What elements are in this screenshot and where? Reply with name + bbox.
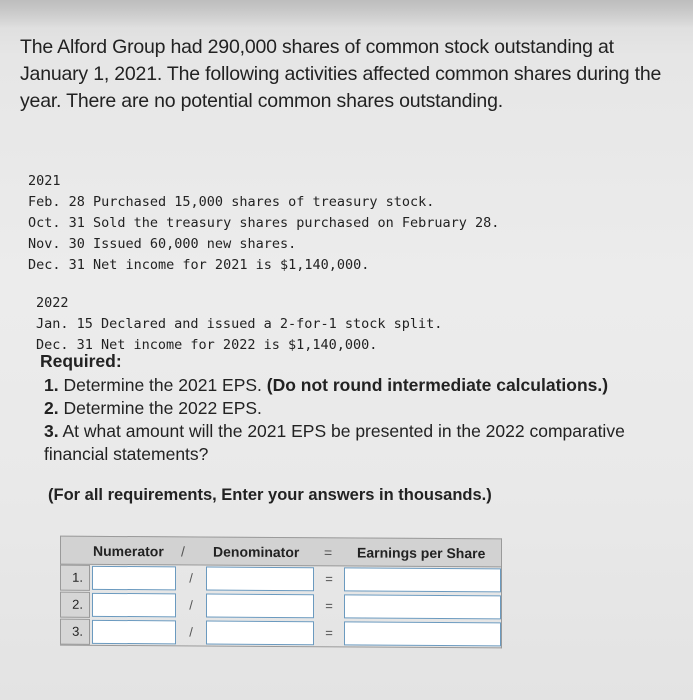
row-label: 1.	[60, 565, 90, 591]
numerator-input[interactable]	[92, 620, 176, 645]
eps-input[interactable]	[344, 594, 501, 619]
eps-input[interactable]	[344, 621, 501, 646]
requirement-text: At what amount will the 2021 EPS be presented in the 2022 comparative financial statements?	[44, 421, 625, 464]
requirement-number: 3.	[44, 421, 59, 441]
row-label: 2.	[60, 592, 90, 618]
equals-sign: =	[325, 571, 333, 587]
table-right-border	[501, 538, 502, 648]
table-row	[60, 619, 502, 648]
requirement-2	[40, 397, 685, 420]
requirement-3	[40, 420, 674, 466]
eps-answer-table	[60, 536, 502, 651]
requirement-number: 2.	[44, 398, 59, 418]
year-2021-label: 2021	[28, 173, 61, 189]
denominator-input[interactable]	[206, 567, 314, 592]
numerator-input[interactable]	[92, 593, 176, 618]
divide-sign: /	[189, 570, 193, 586]
requirement-1	[40, 374, 685, 397]
header-equals-sign: =	[324, 544, 333, 561]
requirement-text: Determine the 2021 EPS.	[58, 375, 267, 395]
activity-line: Jan. 15 Declared and issued a 2-for-1 stock split.	[36, 316, 443, 332]
requirement-text: Determine the 2022 EPS.	[58, 398, 262, 418]
activity-line: Feb. 28 Purchased 15,000 shares of treasury stock.	[28, 194, 435, 210]
table-header	[60, 536, 502, 568]
divide-sign: /	[189, 597, 193, 613]
year-2022-label: 2022	[36, 295, 69, 311]
header-numerator: Numerator	[93, 542, 164, 560]
activity-line: Oct. 31 Sold the treasury shares purchased on February 28.	[28, 215, 500, 231]
activity-line: Dec. 31 Net income for 2021 is $1,140,000.	[28, 257, 370, 273]
equals-sign: =	[325, 598, 333, 614]
denominator-input[interactable]	[206, 621, 314, 646]
requirement-emphasis: (Do not round intermediate calculations.)	[266, 375, 609, 395]
activity-line: Nov. 30 Issued 60,000 new shares.	[28, 236, 297, 252]
required-section	[40, 350, 685, 466]
equals-sign: =	[325, 625, 333, 641]
required-title: Required:	[40, 351, 122, 371]
row-label: 3.	[60, 619, 90, 645]
numerator-input[interactable]	[92, 566, 176, 591]
top-shadow	[0, 0, 693, 28]
header-eps: Earnings per Share	[357, 544, 486, 562]
table-row	[60, 565, 502, 594]
activity-line: Dec. 31 Net income for 2022 is $1,140,000.	[36, 337, 378, 353]
table-row	[60, 592, 502, 621]
header-divide-sign: /	[181, 543, 185, 560]
answer-instruction: (For all requirements, Enter your answers in thousands.)	[48, 486, 492, 504]
header-denominator: Denominator	[213, 543, 300, 561]
problem-intro: The Alford Group had 290,000 shares of common stock outstanding at January 1, 2021. The following activities affected common shares during the year. There are no potential common shares outstanding.	[20, 36, 662, 112]
divide-sign: /	[189, 624, 193, 640]
requirement-number: 1.	[44, 375, 59, 395]
eps-input[interactable]	[344, 567, 501, 592]
denominator-input[interactable]	[206, 594, 314, 619]
